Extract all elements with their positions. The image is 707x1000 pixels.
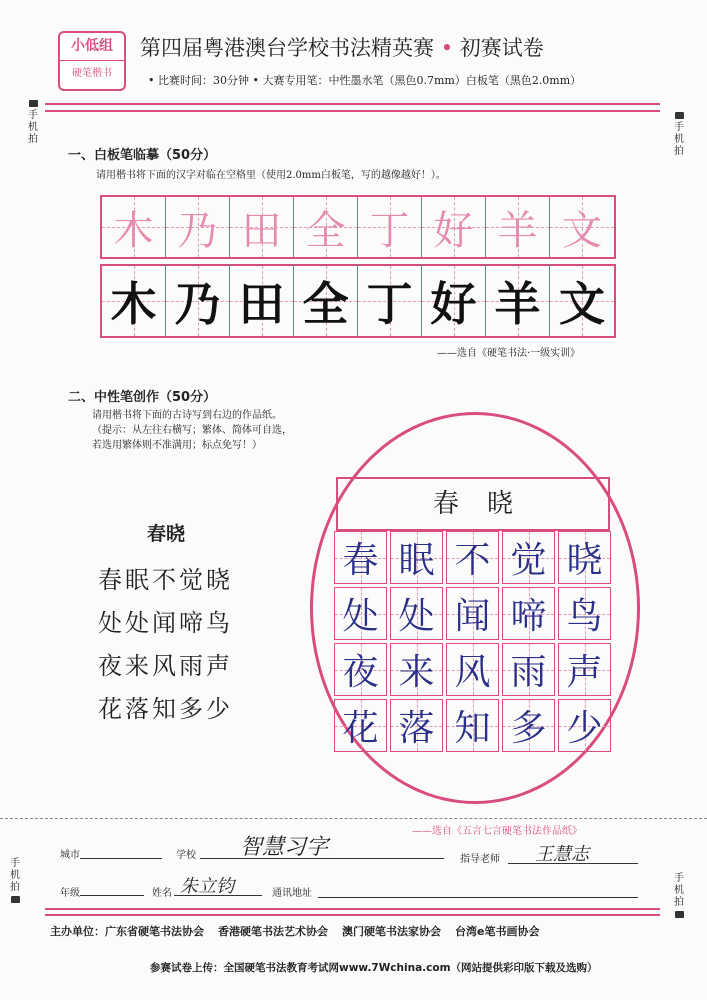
side-text: 手机拍 [28, 110, 38, 145]
poem-line: 处处闻啼鸟 [98, 609, 233, 637]
footer-rule-bottom [45, 914, 660, 916]
work-cell: 落 [390, 699, 443, 752]
written-char-cell: 木 [102, 266, 166, 336]
badge-style-label: 硬笔楷书 [72, 68, 112, 79]
name-label: 姓名 [152, 888, 172, 899]
exam-rules: • 比赛时间：30分钟 • 大赛专用笔：中性墨水笔（黑色0.7mm）白板笔（黑色2.0mm） [148, 74, 582, 87]
side-label-top-right [672, 110, 686, 158]
model-char-cell: 丁 [358, 197, 422, 257]
teacher-value: 王慧志 [535, 844, 589, 865]
model-char-cell: 全 [294, 197, 358, 257]
work-cell: 来 [390, 643, 443, 696]
work-cell: 处 [390, 587, 443, 640]
work-cell: 眠 [390, 531, 443, 584]
side-text: 手机拍 [674, 122, 684, 157]
organizer-item: 香港硬笔书法艺术协会 [218, 925, 328, 938]
side-text: 手机拍 [10, 858, 20, 893]
header-rule-bottom [45, 110, 660, 112]
written-char-cell: 乃 [166, 266, 230, 336]
work-cell: 声 [558, 643, 611, 696]
organizers [50, 923, 553, 939]
section1-heading: 一、白板笔临摹（50分） [68, 148, 217, 163]
cut-line [0, 818, 707, 819]
model-char-cell: 木 [102, 197, 166, 257]
title-sub: 初赛试卷 [459, 36, 544, 60]
poem-line: 夜来风雨声 [98, 652, 233, 680]
written-char-cell: 羊 [486, 266, 550, 336]
work-cell: 处 [334, 587, 387, 640]
organizer-prefix: 主办单位： [50, 925, 105, 938]
section2-heading: 二、中性笔创作（50分） [68, 390, 217, 405]
header-rule-top [45, 103, 660, 105]
badge-group-label: 小低组 [60, 33, 124, 61]
work-cell: 闻 [446, 587, 499, 640]
written-char-cell: 全 [294, 266, 358, 336]
work-cell: 啼 [502, 587, 555, 640]
work-cell: 不 [446, 531, 499, 584]
city-field[interactable] [80, 857, 162, 859]
work-cell: 夜 [334, 643, 387, 696]
written-char-cell: 田 [230, 266, 294, 336]
camera-icon [672, 110, 686, 122]
work-cell: 觉 [502, 531, 555, 584]
title-main: 第四届粤港澳台学校书法精英赛 [140, 36, 434, 60]
grade-label: 年级 [60, 888, 80, 899]
work-cell: 花 [334, 699, 387, 752]
work-cell: 雨 [502, 643, 555, 696]
model-char-cell: 乃 [166, 197, 230, 257]
title-dot: • [440, 36, 454, 60]
school-value: 智慧习字 [240, 835, 329, 860]
teacher-label: 指导老师 [460, 854, 500, 865]
model-char-row [100, 195, 616, 259]
camera-icon [672, 909, 686, 921]
work-cell: 春 [334, 531, 387, 584]
written-char-row [100, 264, 616, 338]
model-char-cell: 田 [230, 197, 294, 257]
written-char-cell: 文 [550, 266, 614, 336]
footer-rule-top [45, 908, 660, 910]
side-label-top-left [26, 98, 40, 146]
upload-info: 参赛试卷上传：全国硬笔书法教育考试网www.7Wchina.com（网站提供彩印版下载及选购） [150, 962, 598, 974]
work-grid [334, 531, 611, 752]
written-char-cell: 好 [422, 266, 486, 336]
section2-source: ——选自《五言七言硬笔书法作品纸》 [412, 826, 582, 837]
poem-line: 花落知多少 [98, 695, 233, 723]
work-cell: 晓 [558, 531, 611, 584]
work-cell: 知 [446, 699, 499, 752]
camera-icon [8, 894, 22, 906]
section2-instruction: 请用楷书将下面的古诗写到右边的作品纸。 （提示：从左往右横写；繁体、简体可自选， 若选用繁体则不准满用；标点免写！） [92, 410, 292, 451]
work-cell: 风 [446, 643, 499, 696]
poem-title: 春晓 [147, 523, 186, 545]
school-label: 学校 [176, 850, 196, 861]
grade-field[interactable] [80, 894, 144, 896]
work-title-box [336, 477, 610, 531]
model-char-cell: 文 [550, 197, 614, 257]
address-label: 通讯地址 [272, 888, 312, 899]
camera-icon [26, 98, 40, 110]
address-field[interactable] [318, 896, 638, 898]
work-cell: 少 [558, 699, 611, 752]
written-char-cell: 丁 [358, 266, 422, 336]
organizer-item: 澳门硬笔书法家协会 [342, 925, 441, 938]
group-badge [58, 31, 126, 91]
work-title: 春晓 [432, 489, 541, 519]
side-label-bottom-left [8, 858, 22, 906]
organizer-item: 台湾e笔书画协会 [455, 925, 540, 938]
section1-instruction: 请用楷书将下面的汉字对临在空格里（使用2.0mm白板笔，写的越像越好！）。 [96, 170, 446, 181]
work-cell: 多 [502, 699, 555, 752]
model-char-cell: 羊 [486, 197, 550, 257]
name-value: 朱立钧 [180, 876, 234, 897]
model-char-cell: 好 [422, 197, 486, 257]
side-text: 手机拍 [674, 873, 684, 908]
poem-line: 春眠不觉晓 [98, 566, 233, 594]
section1-source: ——选自《硬笔书法·一级实训》 [437, 348, 581, 359]
page-title [140, 32, 544, 62]
side-label-bottom-right [672, 873, 686, 921]
organizer-item: 广东省硬笔书法协会 [105, 925, 204, 938]
work-cell: 鸟 [558, 587, 611, 640]
city-label: 城市 [60, 850, 80, 861]
